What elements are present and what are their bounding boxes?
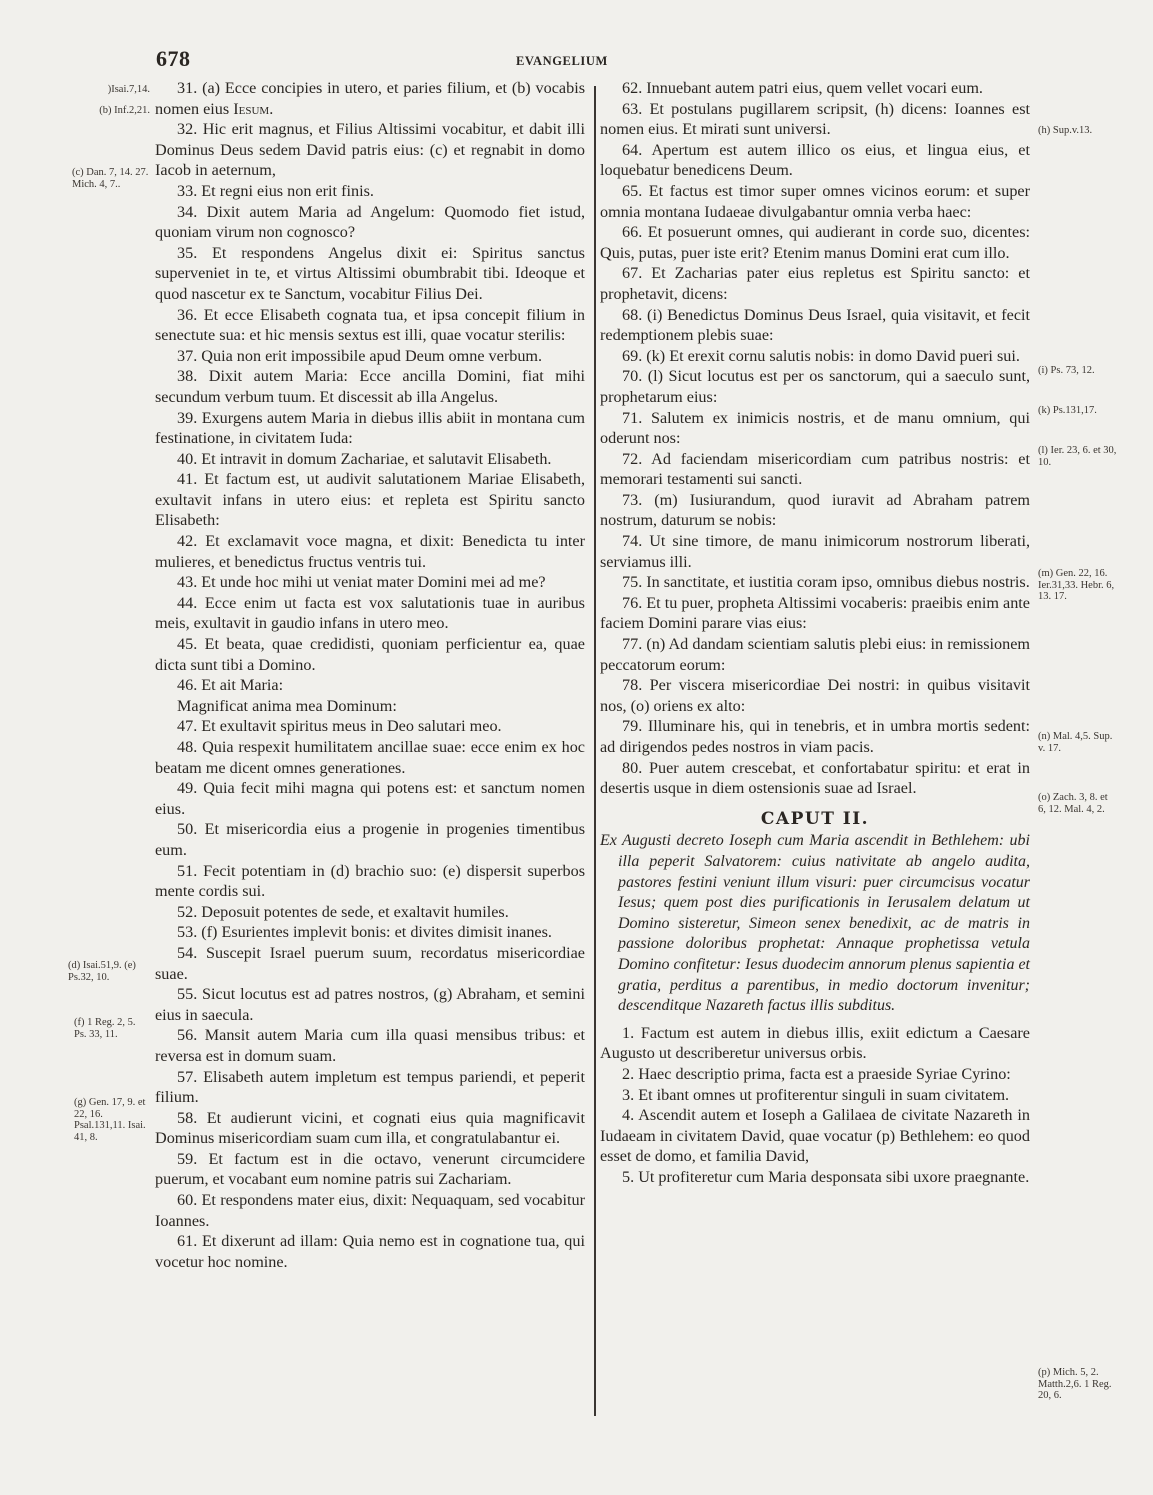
verse-32: 32. Hic erit magnus, et Filius Altissimi vocabitur, et dabit illi Dominus Deus sedem David patris eius: (c) et regnabit in domo Iacob in aeternum,	[155, 120, 585, 180]
margin-note: (f) 1 Reg. 2, 5. Ps. 33, 11.	[74, 1017, 136, 1040]
verse-78: 78. Per viscera misericordiae Dei nostri: in quibus visitavit nos, (o) oriens ex alto:	[600, 676, 1030, 715]
verse-45: 45. Et beata, quae credidisti, quoniam perficientur ea, quae dicta sunt tibi a Domino.	[155, 635, 585, 674]
verse-44: 44. Ecce enim ut facta est vox salutationis tuae in auribus meis, exultavit in gaudio infans in utero meo.	[155, 593, 585, 633]
chapter2-verse-4: 4. Ascendit autem et Ioseph a Galilaea de civitate Nazareth in Iudaeam in civitatem David, quae vocatur (p) Bethlehem: eo quod esset de domo, et familia David,	[600, 1106, 1030, 1166]
verse-36: 36. Et ecce Elisabeth cognata tua, et ipsa concepit filium in senectute sua: et hic mensis sextus est illi, quae vocatur sterilis:	[155, 305, 585, 345]
verse-52: 52. Deposuit potentes de sede, et exaltavit humiles.	[177, 902, 509, 921]
magnificat-line: Magnificat anima mea Dominum:	[177, 696, 397, 715]
verse-62: 62. Innuebant autem patri eius, quem vellet vocari eum.	[622, 79, 983, 97]
verse-63: 63. Et postulans pugillarem scripsit, (h) dicens: Ioannes est nomen eius. Et mirati sunt universi.	[600, 99, 1030, 139]
margin-note: (n) Mal. 4,5. Sup. v. 17.	[1038, 731, 1113, 754]
verse-50: 50. Et misericordia eius a progenie in progenies timentibus eum.	[155, 820, 585, 859]
chapter2-verse-5: 5. Ut profiteretur cum Maria desponsata sibi uxore praegnante.	[622, 1167, 1030, 1186]
running-head: EVANGELIUM	[516, 54, 608, 68]
margin-note: (d) Isai.51,9. (e) Ps.32, 10.	[68, 960, 136, 983]
chapter2-verse-1: 1. Factum est autem in diebus illis, exiit edictum a Caesare Augusto ut describeretur universus orbis.	[600, 1023, 1030, 1063]
verse-60: 60. Et respondens mater eius, dixit: Nequaquam, sed vocabitur Ioannes.	[155, 1191, 585, 1230]
column-rule	[594, 86, 596, 1416]
chapter2-verse-3: 3. Et ibant omnes ut profiterentur singuli in suam civitatem.	[622, 1085, 1010, 1104]
verse-57: 57. Elisabeth autem impletum est tempus pariendi, et peperit filium.	[155, 1067, 585, 1107]
verse-41: 41. Et factum est, ut audivit salutationem Mariae Elisabeth, exultavit infans in utero eius: et repleta est Spiritu sancto Elisabeth:	[155, 470, 585, 530]
verse-43: 43. Et unde hoc mihi ut veniat mater Domini mei ad me?	[177, 573, 546, 592]
verse-42: 42. Et exclamavit voce magna, et dixit: Benedicta tu inter mulieres, et benedictus fructus ventris tui.	[155, 532, 585, 571]
verse-79: 79. Illuminare his, qui in tenebris, et in umbra mortis sedent: ad dirigendos pedes nostros in viam pacis.	[600, 717, 1030, 756]
verse-80: 80. Puer autem crescebat, et confortabatur spiritu: et erat in desertis usque in diem ostensionis suae ad Israel.	[600, 758, 1030, 798]
verse-35: 35. Et respondens Angelus dixit ei: Spiritus sanctus superveniet in te, et virtus Altissimi obumbrabit tibi. Ideoque et quod nascetur ex te Sanctum, vocabitur Filius Dei.	[155, 243, 585, 303]
left-column	[155, 78, 585, 1272]
margin-note: )Isai.7,14.	[107, 84, 150, 95]
margin-note: (b) Inf.2,21.	[99, 105, 150, 116]
verse-33: 33. Et regni eius non erit finis.	[177, 181, 374, 200]
verse-49: 49. Quia fecit mihi magna qui potens est: et sanctum nomen eius.	[155, 779, 585, 818]
chapter-heading: CAPUT II.	[760, 808, 870, 829]
verse-76: 76. Et tu puer, propheta Altissimi vocaberis: praeibis enim ante faciem Domini parare vias eius:	[600, 593, 1030, 633]
verse-51: 51. Fecit potentiam in (d) brachio suo: (e) dispersit superbos mente cordis sui.	[155, 861, 585, 901]
margin-note: (h) Sup.v.13.	[1038, 125, 1093, 136]
verse-64: 64. Apertum est autem illico os eius, et lingua eius, et loquebatur benedicens Deum.	[600, 140, 1030, 180]
verse-46: 46. Et ait Maria:	[177, 676, 284, 695]
verse-70: 70. (l) Sicut locutus est per os sanctorum, qui a saeculo sunt, prophetarum eius:	[600, 367, 1030, 406]
verse-71: 71. Salutem ex inimicis nostris, et de manu omnium, qui oderunt nos:	[600, 408, 1030, 448]
verse-73: 73. (m) Iusiurandum, quod iuravit ad Abraham patrem nostrum, daturum se nobis:	[600, 490, 1030, 530]
margin-note: (c) Dan. 7, 14. 27. Mich. 4, 7..	[72, 167, 149, 190]
margin-note: (k) Ps.131,17.	[1038, 405, 1097, 416]
verse-72: 72. Ad faciendam misericordiam cum patribus nostris: et memorari testamenti sui sancti.	[600, 449, 1030, 489]
verse-58: 58. Et audierunt vicini, et cognati eius quia magnificavit Dominus misericordiam suam cum illa, et congratulabantur ei.	[155, 1108, 585, 1148]
verse-48: 48. Quia respexit humilitatem ancillae suae: ecce enim ex hoc beatam me dicent omnes generationes.	[155, 738, 585, 777]
verse-56: 56. Mansit autem Maria cum illa quasi mensibus tribus: et reversa est in domum suam.	[155, 1026, 585, 1065]
name-smallcaps: Iesum	[233, 99, 270, 118]
verse-68: 68. (i) Benedictus Dominus Deus Israel, quia visitavit, et fecit redemptionem plebis suae:	[600, 305, 1030, 345]
verse-67: 67. Et Zacharias pater eius repletus est Spiritu sancto: et prophetavit, dicens:	[600, 264, 1030, 303]
margin-note: (i) Ps. 73, 12.	[1038, 365, 1095, 376]
chapter2-verse-2: 2. Haec descriptio prima, facta est a praeside Syriae Cyrino:	[622, 1064, 1011, 1083]
verse-53: 53. (f) Esurientes implevit bonis: et divites dimisit inanes.	[177, 923, 552, 942]
verse-66: 66. Et posuerunt omnes, qui audierant in corde suo, dicentes: Quis, putas, puer iste erit? Etenim manus Domini erat cum illo.	[600, 223, 1030, 262]
verse-38: 38. Dixit autem Maria: Ecce ancilla Domini, fiat mihi secundum verbum tuum. Et discessit ab illa Angelus.	[155, 367, 585, 406]
verse-61: 61. Et dixerunt ad illam: Quia nemo est in cognatione tua, qui vocetur hoc nomine.	[155, 1232, 585, 1271]
chapter-summary: Ex Augusti decreto Ioseph cum Maria ascendit in Bethlehem: ubi illa peperit Salvatorem: cuius nativitate ab angelo audita, pastores festini veniunt illum visuri: puer circumcisus vocatur Iesus; quem post dies purificationis in Ierusalem delatum ut Domino sisteretur, Simeon senex benedixit, ac de matris in passione doloribus prophetat: Annaque prophetissa vetula Domino confitetur: Iesus duodecim annorum plenus sapientia et gratia, perditus a parentibus, in medio doctorum invenitur; descenditque Nazareth factus illis subditus.	[600, 832, 1030, 1015]
verse-47: 47. Et exultavit spiritus meus in Deo salutari meo.	[177, 717, 502, 736]
page-number: 678	[156, 46, 191, 71]
margin-note: (l) Ier. 23, 6. et 30, 10.	[1038, 445, 1117, 468]
margin-note: (p) Mich. 5, 2. Matth.2,6. 1 Reg. 20, 6.	[1038, 1367, 1112, 1401]
verse-59: 59. Et factum est in die octavo, venerunt circumcidere puerum, et vocabant eum nomine patris sui Zachariam.	[155, 1149, 585, 1189]
right-column	[600, 78, 1030, 1187]
verse-31: 31. (a) Ecce concipies in utero, et paries filium, et (b) vocabis nomen eius Iesum.	[155, 79, 585, 118]
verse-54: 54. Suscepit Israel puerum suum, recordatus misericordiae suae.	[155, 943, 585, 983]
margin-note: (o) Zach. 3, 8. et 6, 12. Mal. 4, 2.	[1038, 792, 1108, 815]
verse-40: 40. Et intravit in domum Zachariae, et salutavit Elisabeth.	[177, 449, 552, 468]
verse-65: 65. Et factus est timor super omnes vicinos eorum: et super omnia montana Iudaeae divulgabantur omnia verba haec:	[600, 181, 1030, 221]
margin-note: (m) Gen. 22, 16. Ier.31,33. Hebr. 6, 13. 17.	[1038, 568, 1115, 602]
verse-77: 77. (n) Ad dandam scientiam salutis plebi eius: in remissionem peccatorum eorum:	[600, 635, 1030, 674]
verse-74: 74. Ut sine timore, de manu inimicorum nostrorum liberati, serviamus illi.	[600, 532, 1030, 571]
margin-note: (g) Gen. 17, 9. et 22, 16. Psal.131,11. Isai. 41, 8.	[74, 1097, 146, 1143]
verse-69: 69. (k) Et erexit cornu salutis nobis: in domo David pueri sui.	[622, 346, 1020, 365]
verse-34: 34. Dixit autem Maria ad Angelum: Quomodo fiet istud, quoniam virum non cognosco?	[155, 202, 585, 242]
verse-55: 55. Sicut locutus est ad patres nostros, (g) Abraham, et semini eius in saecula.	[155, 985, 585, 1024]
verse-75: 75. In sanctitate, et iustitia coram ipso, omnibus diebus nostris.	[622, 573, 1030, 592]
verse-39: 39. Exurgens autem Maria in diebus illis abiit in montana cum festinatione, in civitatem Iuda:	[155, 408, 585, 448]
verse-37: 37. Quia non erit impossibile apud Deum omne verbum.	[177, 346, 543, 365]
